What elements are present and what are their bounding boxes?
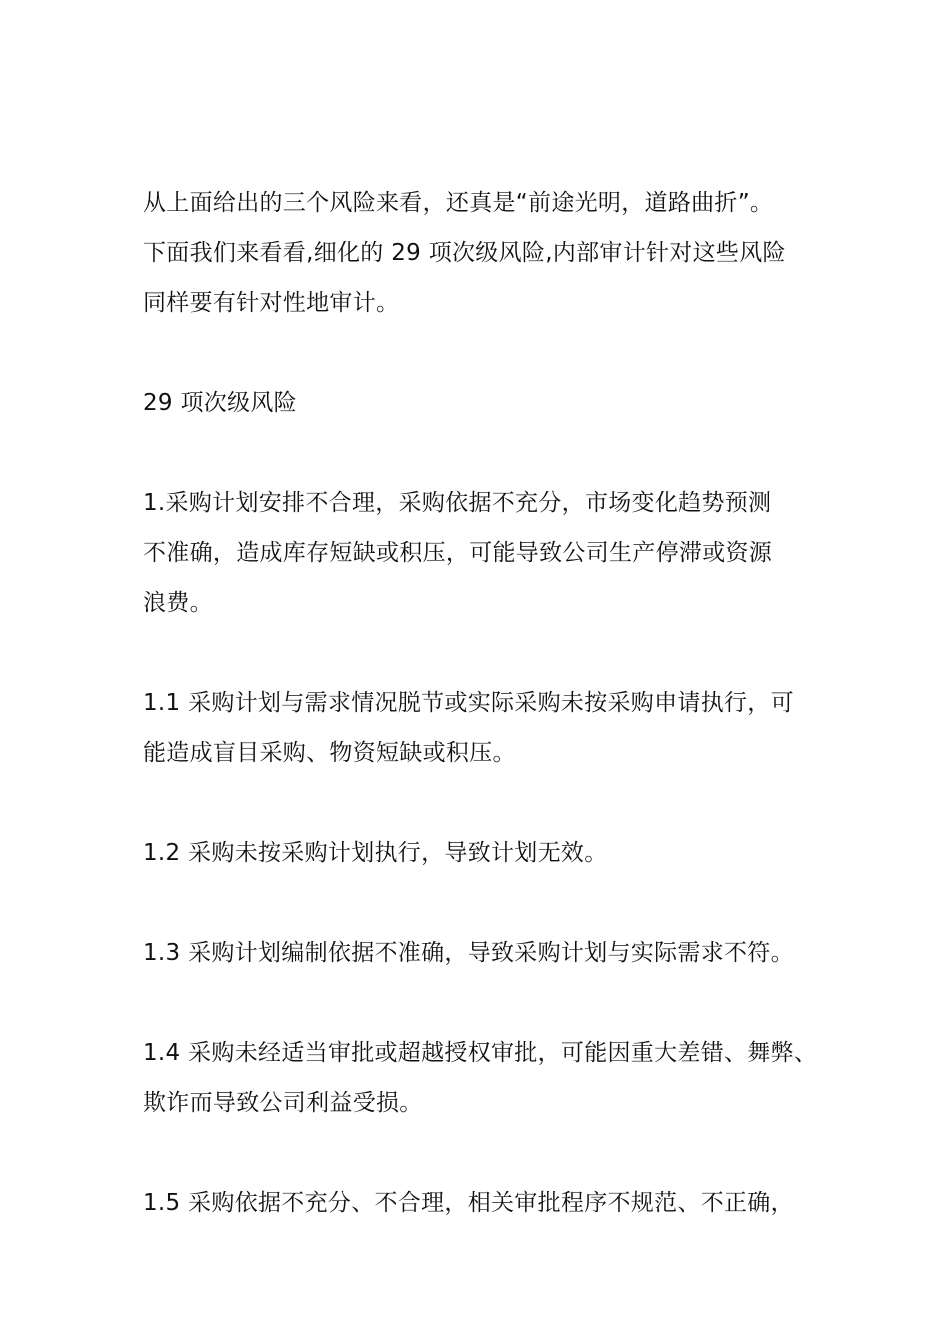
text-line: 1.5 采购依据不充分、不合理，相关审批程序不规范、不正确， bbox=[143, 1190, 794, 1216]
paragraph-item-1-2 bbox=[143, 828, 833, 878]
text-line: 能造成盲目采购、物资短缺或积压。 bbox=[143, 740, 516, 766]
paragraph-item-1-5 bbox=[143, 1178, 833, 1228]
text-line: 从上面给出的三个风险来看，还真是“前途光明，道路曲折”。 bbox=[143, 190, 774, 216]
text-line: 浪费。 bbox=[143, 590, 213, 616]
text-line: 欺诈而导致公司利益受损。 bbox=[143, 1090, 423, 1116]
text-line: 下面我们来看看,细化的 29 项次级风险,内部审计针对这些风险 bbox=[143, 240, 786, 266]
paragraph-intro bbox=[143, 178, 833, 328]
text-line: 1.1 采购计划与需求情况脱节或实际采购未按采购申请执行，可 bbox=[143, 690, 794, 716]
paragraph-item-1-3 bbox=[143, 928, 833, 978]
paragraph-item-1-1 bbox=[143, 678, 833, 778]
text-line: 1.采购计划安排不合理，采购依据不充分，市场变化趋势预测 bbox=[143, 490, 772, 516]
text-line: 1.3 采购计划编制依据不准确，导致采购计划与实际需求不符。 bbox=[143, 940, 794, 966]
paragraph-item-1 bbox=[143, 478, 833, 628]
text-line: 1.4 采购未经适当审批或超越授权审批，可能因重大差错、舞弊、 bbox=[143, 1040, 818, 1066]
text-line: 同样要有针对性地审计。 bbox=[143, 290, 400, 316]
text-line: 1.2 采购未按采购计划执行，导致计划无效。 bbox=[143, 840, 608, 866]
paragraph-item-1-4 bbox=[143, 1028, 833, 1128]
text-line: 29 项次级风险 bbox=[143, 390, 297, 416]
document-body bbox=[143, 178, 833, 1228]
section-heading bbox=[143, 378, 833, 428]
text-line: 不准确，造成库存短缺或积压，可能导致公司生产停滞或资源 bbox=[143, 540, 773, 566]
